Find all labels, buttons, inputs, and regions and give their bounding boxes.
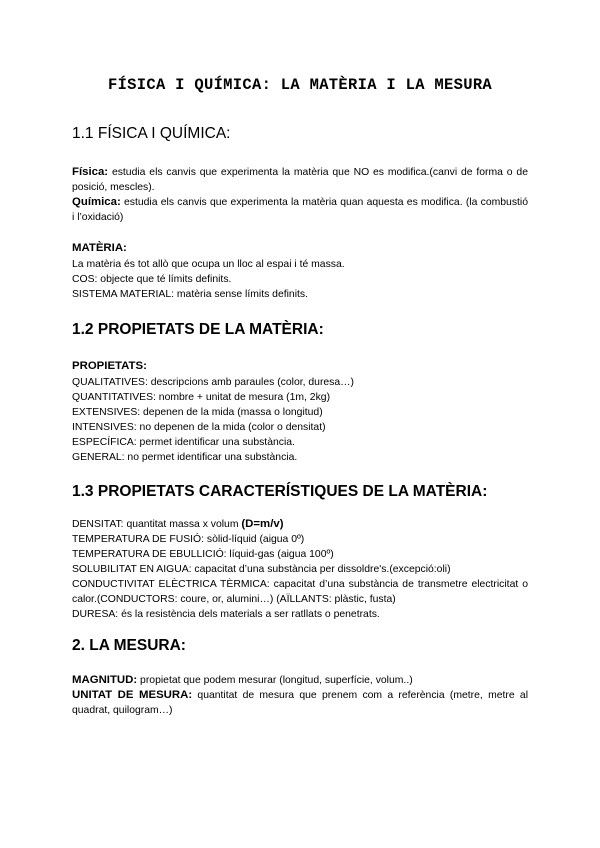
- propietat-line: QUALITATIVES: descripcions amb paraules (color, duresa…): [72, 377, 355, 388]
- fisica-definition: [72, 165, 528, 195]
- propietat-line: ESPECÍFICA: permet identificar una substància.: [72, 437, 295, 448]
- propietats-block: [72, 359, 528, 465]
- materia-line: COS: objecte que té límits definits.: [72, 274, 232, 285]
- caracteristica-line: TEMPERATURA DE FUSIÓ: sòlid-líquid (aigua 0º): [72, 534, 305, 545]
- unitat-term: UNITAT DE MESURA:: [72, 689, 193, 701]
- materia-block: [72, 241, 528, 302]
- unitat-definition: [72, 688, 528, 718]
- caracteristica-line: TEMPERATURA DE EBULLICIÓ: líquid-gas (aigua 100º): [72, 549, 334, 560]
- propietats-subheading: PROPIETATS:: [72, 360, 147, 372]
- quimica-term: Química:: [72, 196, 121, 208]
- materia-line: La matèria és tot allò que ocupa un lloc al espai i té massa.: [72, 259, 345, 270]
- fisica-term: Física:: [72, 166, 109, 178]
- duresa-line: DURESA: és la resistència dels materials a ser ratllats o penetrats.: [72, 609, 380, 620]
- propietat-line: INTENSIVES: no depenen de la mida (color o densitat): [72, 422, 326, 433]
- densitat-text: DENSITAT: quantitat massa x volum: [72, 519, 242, 530]
- quimica-definition: [72, 195, 528, 225]
- mesura-block: [72, 673, 528, 718]
- section-heading-caracteristiques: 1.3 PROPIETATS CARACTERÍSTIQUES DE LA MATÈRIA:: [72, 483, 488, 500]
- unitat-text: quantitat de mesura que prenem com a referència (metre, metre al quadrat, quilogram…): [72, 690, 528, 716]
- caracteristica-line: SOLUBILITAT EN AIGUA: capacitat d’una substància per dissoldre's.(excepció:oli): [72, 564, 451, 575]
- quimica-text: estudia els canvis que experimenta la matèria quan aquesta es modifica. (la combustió i l’oxidació): [72, 197, 528, 223]
- section-heading-mesura: 2. LA MESURA:: [72, 637, 186, 654]
- materia-heading: MATÈRIA:: [72, 242, 127, 254]
- magnitud-text: propietat que podem mesurar (longitud, superfície, volum..): [137, 675, 413, 686]
- propietat-line: EXTENSIVES: depenen de la mida (massa o longitud): [72, 407, 323, 418]
- materia-line: SISTEMA MATERIAL: matèria sense límits definits.: [72, 289, 308, 300]
- conductivitat-paragraph: CONDUCTIVITAT ELÈCTRICA TÈRMICA: capacitat d’una substància de transmetre electricitat o calor.(CONDUCTORS: coure, or, alumini…) (AÏLLANTS: plàstic, fusta): [72, 579, 528, 605]
- caracteristiques-block: [72, 517, 528, 622]
- definitions-block: [72, 165, 528, 225]
- magnitud-term: MAGNITUD:: [72, 674, 138, 686]
- densitat-line: [72, 517, 528, 532]
- propietat-line: QUANTITATIVES: nombre + unitat de mesura (1m, 2kg): [72, 392, 331, 403]
- section-heading-fisica-quimica: 1.1 FÍSICA I QUÍMICA:: [72, 125, 231, 142]
- section-heading-propietats: 1.2 PROPIETATS DE LA MATÈRIA:: [72, 321, 324, 338]
- propietat-line: GENERAL: no permet identificar una substància.: [72, 452, 298, 463]
- fisica-text: estudia els canvis que experimenta la matèria que NO es modifica.(canvi de forma o de posició, mescles).: [72, 167, 528, 193]
- densitat-formula: (D=m/v): [241, 518, 284, 530]
- magnitud-definition: [72, 673, 528, 688]
- document-title: FÍSICA I QUÍMICA: LA MATÈRIA I LA MESURA: [107, 76, 493, 94]
